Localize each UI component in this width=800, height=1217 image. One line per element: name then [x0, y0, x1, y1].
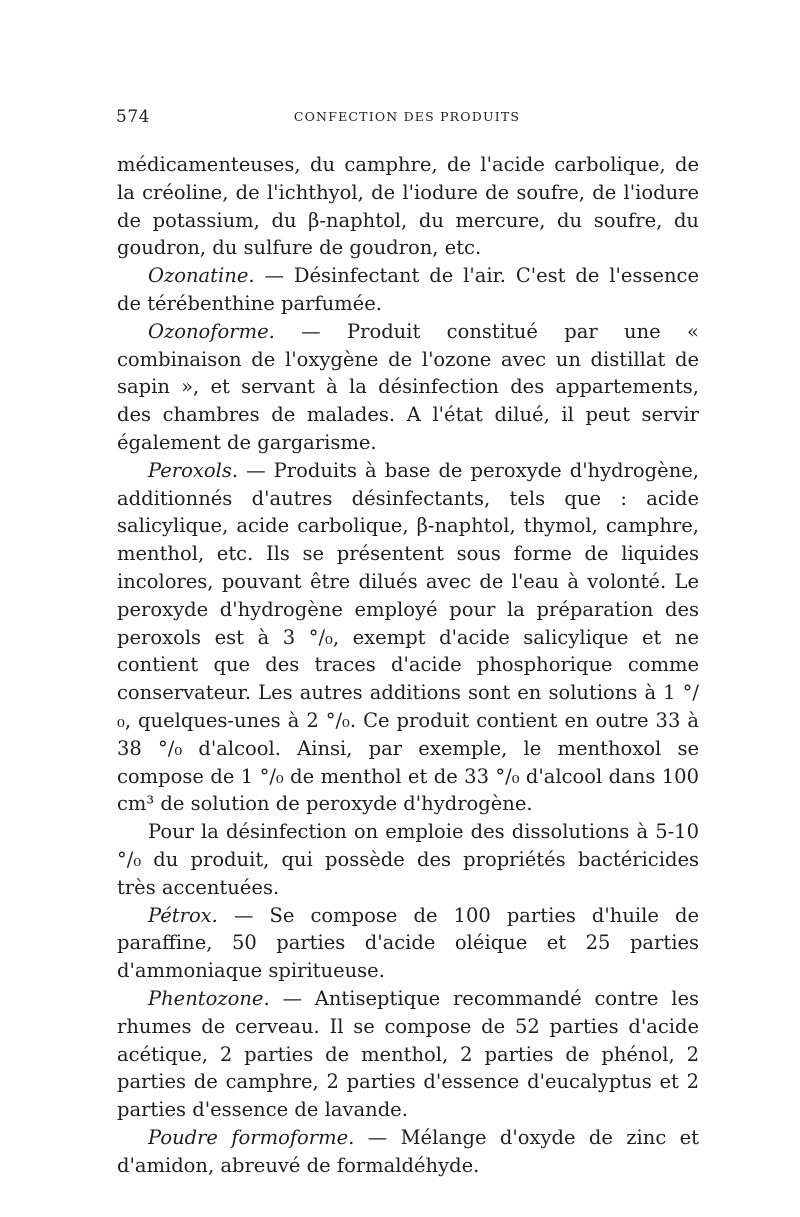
entry-text: — Antiseptique recommandé contre les rhumes de cerveau. Il se compose de 52 parties d'acide acétique, 2 parties de menthol, 2 parties de phénol, 2 parties de camphre, 2 parties d'essence d'eucalyptus et 2 parties d'essence de lavande. — [117, 986, 699, 1122]
paragraph-disinfection — [117, 818, 699, 901]
entry-text: — Produit constitué par une « combinaison de l'oxygène de l'ozone avec un distillat de sapin », et servant à la désinfection des appartements, des chambres de malades. A l'état dilué, il peut servir également de gargarisme. — [117, 319, 699, 454]
entry-heading: Phentozone. — [148, 986, 270, 1010]
entry-text: — Mélange d'oxyde de zinc et d'amidon, abreuvé de formaldéhyde. — [117, 1125, 699, 1177]
entry-text: — Se compose de 100 parties d'huile de paraffine, 50 parties d'acide oléique et 25 parties d'ammoniaque spiritueuse. — [117, 903, 699, 983]
entry-petrox — [117, 902, 699, 985]
body-text — [117, 151, 699, 1179]
entry-phentozone — [117, 985, 699, 1124]
entry-heading: Ozonatine. — [148, 264, 255, 288]
entry-ozonoforme — [117, 318, 699, 457]
running-title: CONFECTION DES PRODUITS — [293, 109, 521, 124]
entry-heading: Pétrox. — [148, 903, 218, 927]
paragraph-text: Pour la désinfection on emploie des dissolutions à 5-10 °/₀ du produit, qui possède des propriétés bactéricides très accentuées. — [117, 820, 699, 899]
entry-poudre-formoforme — [117, 1124, 699, 1180]
entry-heading: Peroxols. — [148, 458, 239, 482]
page-header — [116, 107, 698, 129]
page-number: 574 — [116, 107, 150, 127]
entry-text: — Désinfectant de l'air. C'est de l'essence de térébenthine parfumée. — [117, 264, 699, 315]
entry-heading: Poudre formoforme. — [148, 1125, 355, 1149]
entry-ozonatine — [117, 262, 699, 318]
entry-peroxols — [117, 457, 699, 818]
paragraph-continuation — [117, 151, 699, 262]
entry-text: — Produits à base de peroxyde d'hydrogène, additionnés d'autres désinfectants, tels que : acide salicylique, acide carbolique, β-naphtol, thymol, camphre, menthol, etc. Ils se présentent sous forme de liquides incolores, pouvant être dilués avec de l'eau à volonté. Le peroxyde d'hydrogène employé pour la préparation des peroxols est à 3 °/₀, exempt d'acide salicylique et ne contient que des traces d'acide phosphorique comme conservateur. Les autres additions sont en solutions à 1 °/₀, quelques-unes à 2 °/₀. Ce produit contient en outre 33 à 38 °/₀ d'alcool. Ainsi, par exemple, le menthoxol se compose de 1 °/₀ de menthol et de 33 °/₀ d'alcool dans 100 cm³ de solution de peroxyde d'hydrogène. — [117, 458, 699, 816]
entry-heading: Ozonoforme. — [148, 319, 275, 343]
paragraph-text: médicamenteuses, du camphre, de l'acide carbolique, de la créoline, de l'ichthyol, de l'iodure de soufre, de l'iodure de potassium, du β-naphtol, du mercure, du soufre, du goudron, du sulfure de goudron, etc. — [117, 153, 699, 260]
